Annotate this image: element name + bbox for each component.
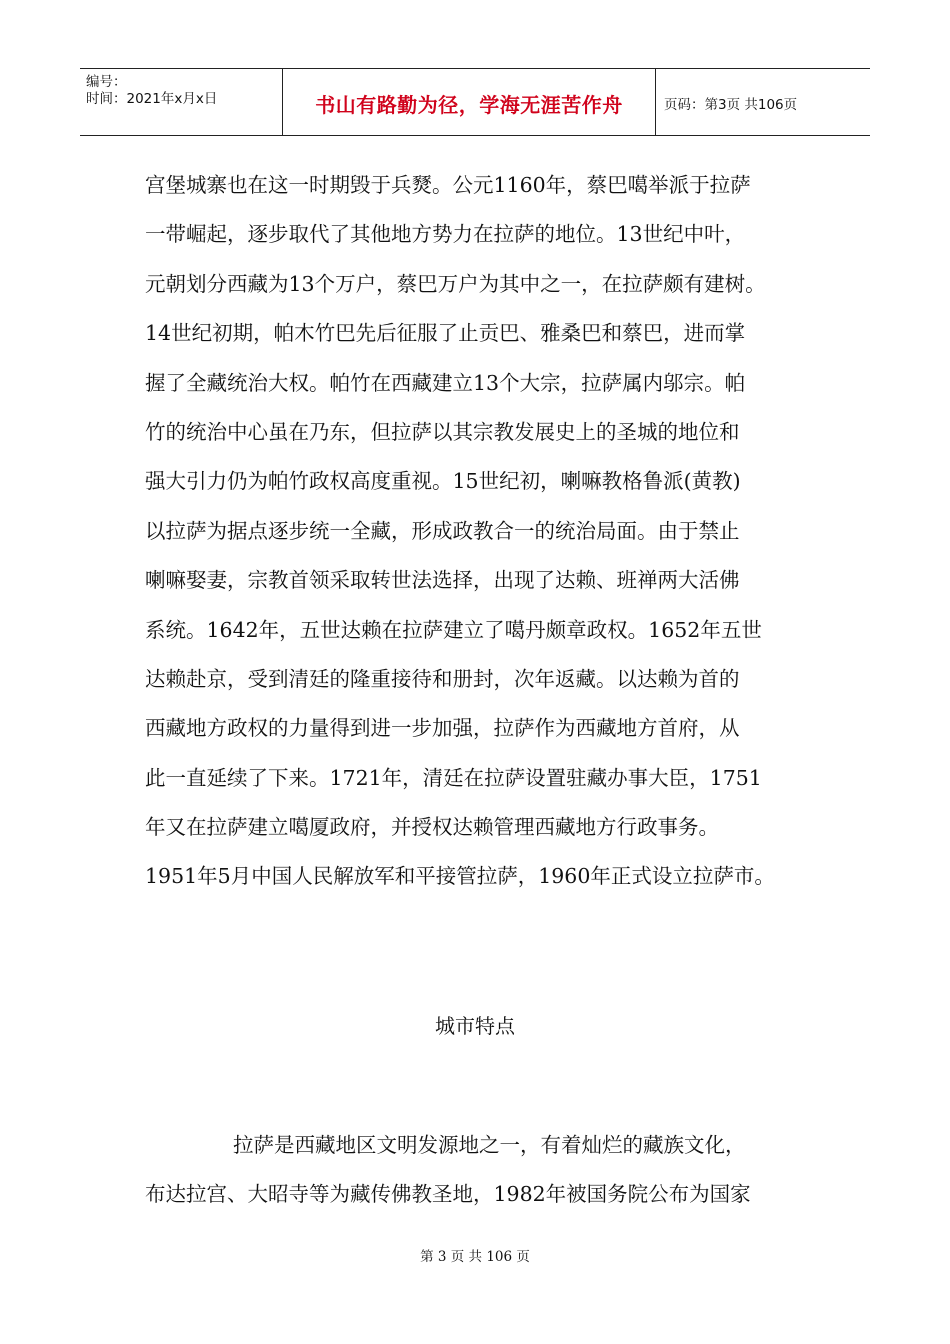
header-meta-cell (80, 69, 283, 135)
page-footer: 第 3 页 共 106 页 (420, 1249, 530, 1265)
header-motto: 书山有路勤为径，学海无涯苦作舟 (283, 69, 656, 135)
body-line: 宫堡城寨也在这一时期毁于兵燹。公元1160年，蔡巴噶举派于拉萨 (145, 173, 751, 197)
body-line: 竹的统治中心虽在乃东，但拉萨以其宗教发展史上的圣城的地位和 (145, 419, 740, 444)
body-line: 14世纪初期，帕木竹巴先后征服了止贡巴、雅桑巴和蔡巴，进而掌 (145, 321, 746, 346)
body-line: 系统。1642年，五世达赖在拉萨建立了噶丹颇章政权。1652年五世 (145, 617, 762, 642)
body-line: 1951年5月中国人民解放军和平接管拉萨，1960年正式设立拉萨市。 (145, 864, 775, 889)
body-line: 握了全藏统治大权。帕竹在西藏建立13个大宗，拉萨属内邬宗。帕 (145, 370, 746, 395)
page-header (80, 68, 870, 136)
section-line: 布达拉宫、大昭寺等为藏传佛教圣地，1982年被国务院公布为国家 (145, 1182, 751, 1207)
body-line: 元朝划分西藏为13个万户，蔡巴万户为其中之一，在拉萨颇有建树。 (145, 271, 766, 296)
body-line: 此一直延续了下来。1721年，清廷在拉萨设置驻藏办事大臣，1751 (145, 765, 762, 790)
section-paragraph (145, 1125, 825, 1224)
document-time-label: 时间：2021年x月x日 (86, 91, 218, 107)
section-line: 拉萨是西藏地区文明发源地之一，有着灿烂的藏族文化， (233, 1133, 746, 1157)
body-line: 以拉萨为据点逐步统一全藏，形成政教合一的统治局面。由于禁止 (145, 518, 740, 543)
body-line: 强大引力仍为帕竹政权高度重视。15世纪初，喇嘛教格鲁派(黄教) (145, 469, 741, 494)
body-paragraph (145, 165, 825, 906)
document-number-label: 编号： (86, 74, 127, 90)
body-line: 达赖赴京，受到清廷的隆重接待和册封，次年返藏。以达赖为首的 (145, 666, 740, 691)
body-line: 喇嘛娶妻，宗教首领采取转世法选择，出现了达赖、班禅两大活佛 (145, 568, 740, 593)
body-line: 年又在拉萨建立噶厦政府，并授权达赖管理西藏地方行政事务。 (145, 815, 719, 840)
section-heading: 城市特点 (435, 1014, 515, 1038)
body-line: 西藏地方政权的力量得到进一步加强，拉萨作为西藏地方首府，从 (145, 716, 740, 741)
body-line: 一带崛起，逐步取代了其他地方势力在拉萨的地位。13世纪中叶， (145, 222, 746, 247)
header-page-number: 页码：第3页 共106页 (664, 97, 798, 113)
